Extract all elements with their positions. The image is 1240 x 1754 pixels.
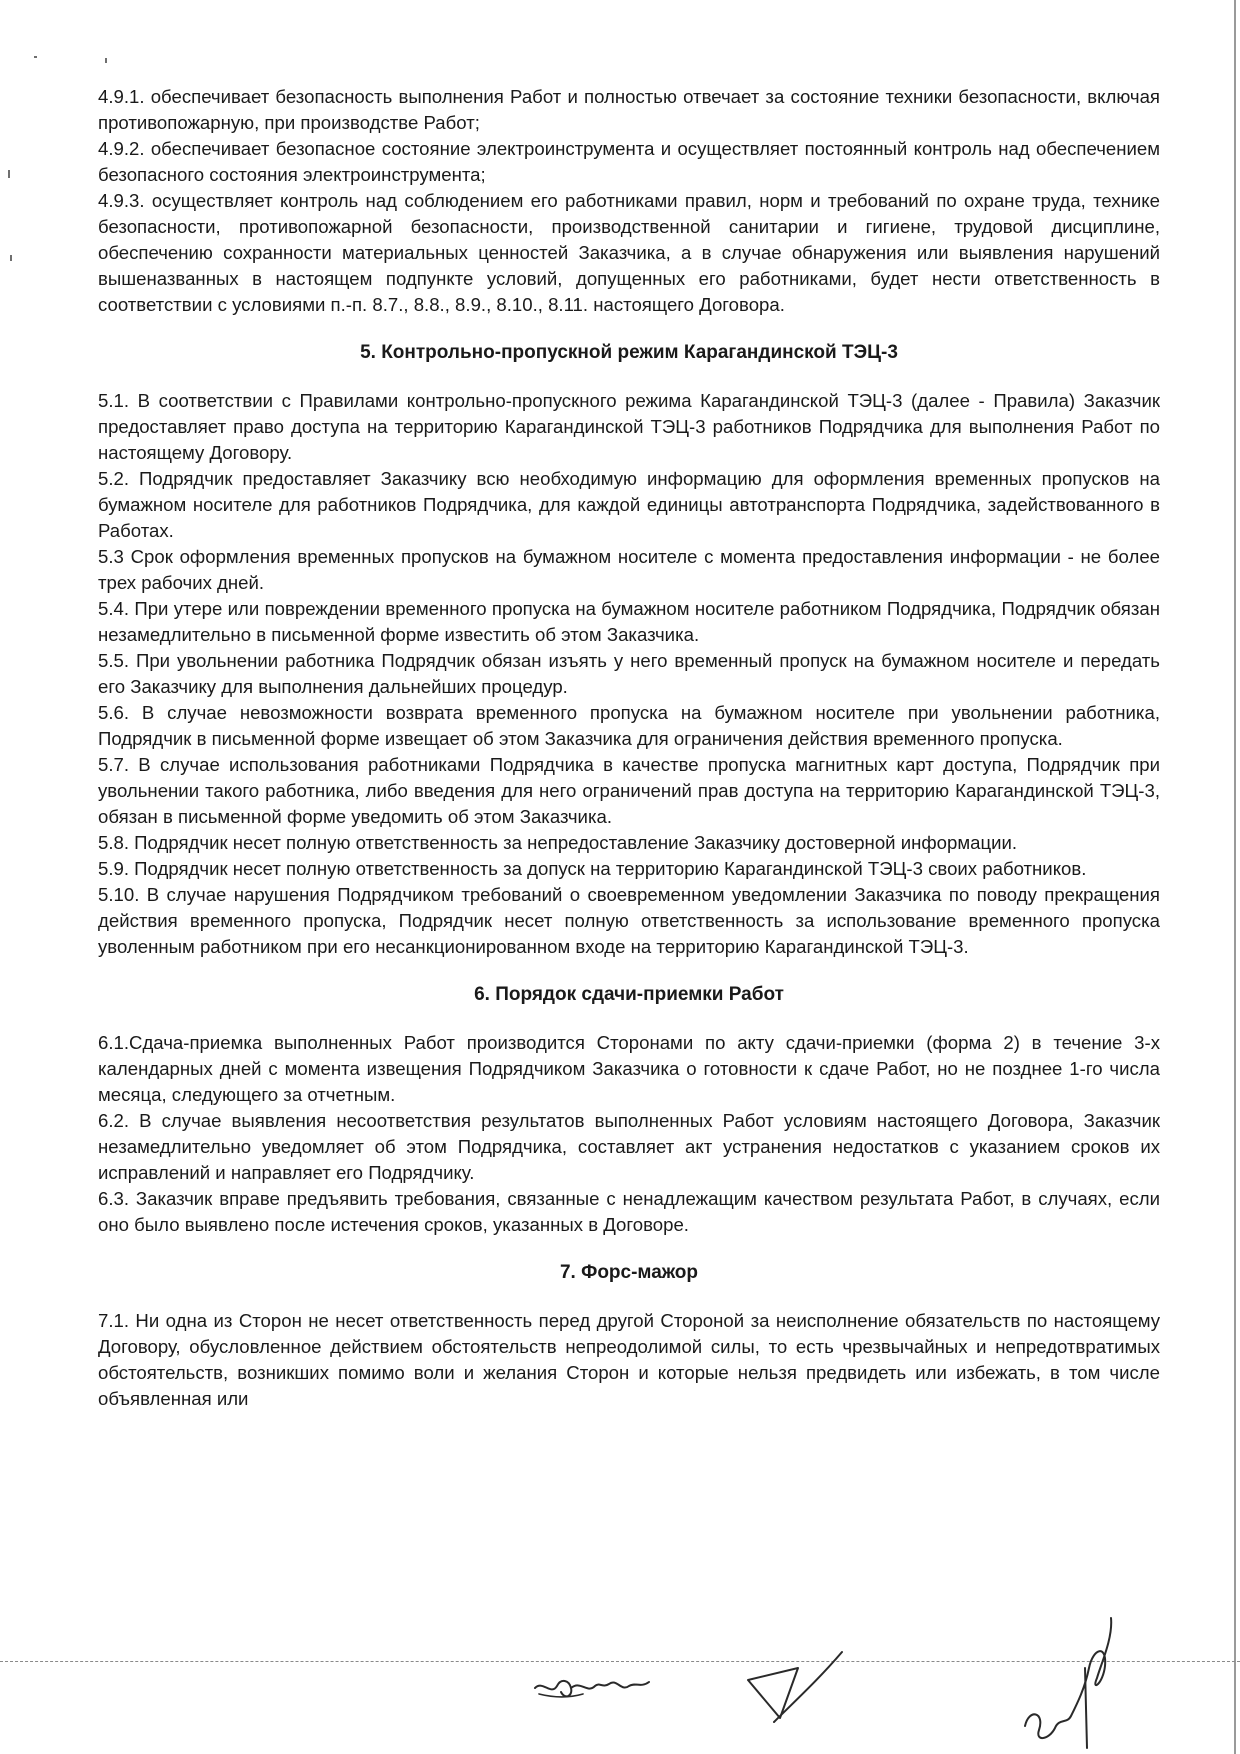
scan-edge-line [1234,0,1236,1754]
clause-6-2: 6.2. В случае выявления несоответствия результатов выполненных Работ условиям настоящего Договора, Заказчик незамедлительно уведомляет об этом Подрядчика, составляет акт устранения недостатков с указанием сроков их исправлений и направляет его Подрядчику. [98,1110,1160,1183]
clause-6-3: 6.3. Заказчик вправе предъявить требования, связанные с ненадлежащим качеством результата Работ, в случаях, если оно было выявлено после истечения сроков, указанных в Договоре. [98,1188,1160,1235]
clause-4-9-3: 4.9.3. осуществляет контроль над соблюдением его работниками правил, норм и требований по охране труда, технике безопасности, противопожарной безопасности, производственной санитарии и гигиене, трудовой дисциплине, обеспечению сохранности материальных ценностей Заказчика, а в случае обнаружения или выявления нарушений вышеназванных в настоящем подпункте условий, допущенных его работниками, будет нести ответственность в соответствии с условиями п.-п. 8.7., 8.8., 8.9., 8.10., 8.11. настоящего Договора. [98,190,1160,315]
clause-5-3: 5.3 Срок оформления временных пропусков на бумажном носителе с момента предоставления информации - не более трех рабочих дней. [98,546,1160,593]
clause-5-7: 5.7. В случае использования работниками Подрядчика в качестве пропуска магнитных карт доступа, Подрядчик при увольнении такого работника, либо введения для него ограничений прав доступа на территорию Карагандинской ТЭЦ-3, обязан в письменной форме уведомить об этом Заказчика. [98,754,1160,827]
section-6-heading: 6. Порядок сдачи-приемки Работ [474,984,784,1005]
clause-5-8: 5.8. Подрядчик несет полную ответственность за непредоставление Заказчику достоверной информации. [98,832,1018,853]
scan-speck [10,255,12,261]
section-7-heading: 7. Форс-мажор [559,1262,699,1283]
clause-7-1: 7.1. Ни одна из Сторон не несет ответственность перед другой Стороной за неисполнение обязательств по настоящему Договору, обусловленное действием обстоятельств непреодолимой силы, то есть чрезвычайных и непредотвратимых обстоятельств, возникших помимо воли и желания Сторон и которые нельзя предвидеть или избежать, в том числе объявленная или [98,1310,1160,1409]
clause-5-6: 5.6. В случае невозможности возврата временного пропуска на бумажном носителе при увольнении работника, Подрядчик в письменной форме извещает об этом Заказчика для ограничения действия временного пропуска. [98,702,1160,749]
clause-5-5: 5.5. При увольнении работника Подрядчик обязан изъять у него временный пропуск на бумажном носителе и передать его Заказчику для выполнения дальнейших процедур. [98,650,1160,697]
scan-speck [34,56,37,58]
scan-speck [105,58,107,63]
clause-4-9-1: 4.9.1. обеспечивает безопасность выполнения Работ и полностью отвечает за состояние техники безопасности, включая противопожарную, при производстве Работ; [98,86,1160,133]
clause-6-1: 6.1.Сдача-приемка выполненных Работ производится Сторонами по акту сдачи-приемки (форма 2) в течение 3-х календарных дней с момента извещения Подрядчиком Заказчика о готовности к сдаче Работ, но не позднее 1-го числа месяца, следующего за отчетным. [98,1032,1160,1105]
clause-5-2: 5.2. Подрядчик предоставляет Заказчику всю необходимую информацию для оформления временных пропусков на бумажном носителе для работников Подрядчика, для каждой единицы автотранспорта Подрядчика, задействованного в Работах. [98,468,1160,541]
signature-1 [525,1658,665,1718]
signature-2 [740,1640,850,1740]
document-body [98,84,1160,1412]
signature-3 [1015,1608,1125,1754]
scan-speck [8,170,10,178]
clause-4-9-2: 4.9.2. обеспечивает безопасное состояние электроинструмента и осуществляет постоянный контроль над обеспечением безопасного состояния электроинструмента; [98,138,1160,185]
clause-5-4: 5.4. При утере или повреждении временного пропуска на бумажном носителе работником Подрядчика, Подрядчик обязан незамедлительно в письменной форме известить об этом Заказчика. [98,598,1160,645]
clause-5-9: 5.9. Подрядчик несет полную ответственность за допуск на территорию Карагандинской ТЭЦ-3 своих работников. [98,858,1087,879]
clause-5-10: 5.10. В случае нарушения Подрядчиком требований о своевременном уведомлении Заказчика по поводу прекращения действия временного пропуска, Подрядчик несет полную ответственность за использование временного пропуска уволенным работником при его несанкционированном входе на территорию Карагандинской ТЭЦ-3. [98,884,1160,957]
section-5-heading: 5. Контрольно-пропускной режим Карагандинской ТЭЦ-3 [360,342,898,363]
clause-5-1: 5.1. В соответствии с Правилами контрольно-пропускного режима Карагандинской ТЭЦ-3 (далее - Правила) Заказчик предоставляет право доступа на территорию Карагандинской ТЭЦ-3 работников Подрядчика для выполнения Работ по настоящему Договору. [98,390,1160,463]
